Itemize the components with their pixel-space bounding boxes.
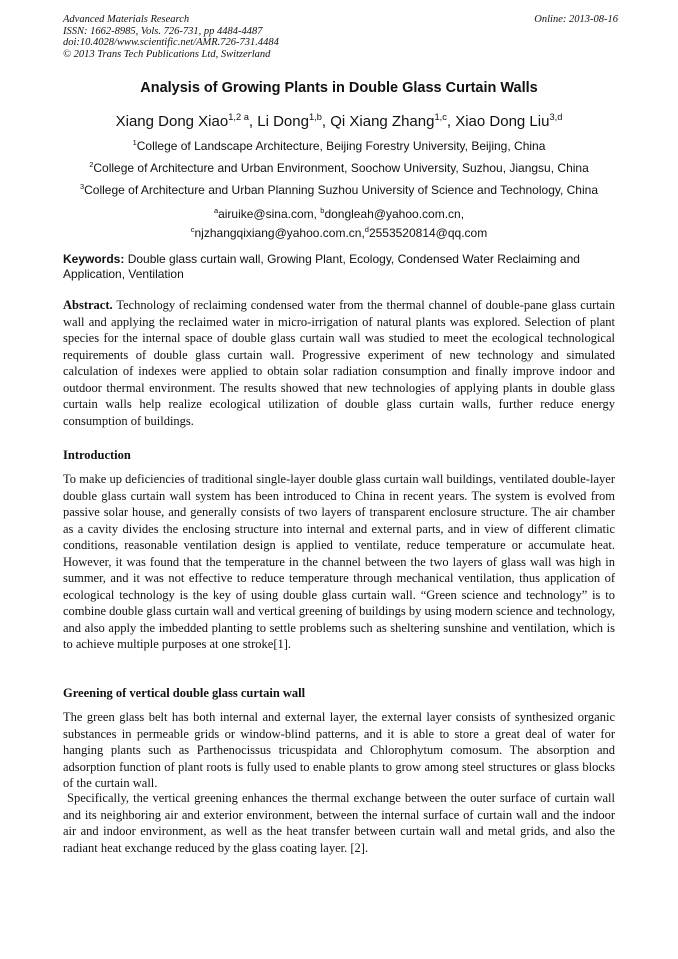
paragraph: The green glass belt has both internal and external layer, the external layer consists of synthesized organic substances in permeable grids or window-blind patterns, and it is able to store a great deal of water for hanging plants such as Parthenocissus tricuspidata and Chlorophytum comosum. The absorption and adsorption function of plant roots is fully used to enable plants to grow among steel structures or glass blocks of the curtain wall.	[63, 710, 615, 790]
affiliation	[10, 138, 668, 153]
email-mark: a	[213, 206, 219, 215]
affiliation-mark: 1	[132, 138, 137, 147]
author-affiliation-mark: 1,b	[308, 112, 322, 122]
author-affiliation-mark: 1,2 a	[228, 112, 249, 122]
journal-copyright: © 2013 Trans Tech Publications Ltd, Switzerland	[63, 48, 271, 60]
affiliation-mark: 3	[79, 182, 85, 191]
journal-doi: doi:10.4028/www.scientific.net/AMR.726-731.4484	[63, 37, 279, 48]
author-name: Xiao Dong Liu	[455, 113, 550, 130]
author-name: Qi Xiang Zhang	[330, 113, 435, 130]
journal-name: Advanced Materials Research	[63, 14, 190, 25]
keywords-text: Double glass curtain wall, Growing Plant, Ecology, Condensed Water Reclaiming and Application, Ventilation	[63, 252, 580, 281]
email-address: njzhangqixiang@yahoo.com.cn,	[194, 226, 365, 240]
affiliation-mark: 2	[89, 160, 94, 169]
abstract-label: Abstract.	[63, 298, 113, 312]
paragraph: Specifically, the vertical greening enhances the thermal exchange between the outer surface of curtain wall and its neighboring air and exterior environment, between the internal surface of curtain wall and the indoor air and indoor environment, as well as the heat transfer between curtain wall and metal grids, and also the radiant heat exchange reduced by the glass coating layer. [2].	[63, 791, 615, 855]
section-heading-introduction: Introduction	[63, 448, 131, 462]
online-date: Online: 2013-08-16	[534, 14, 618, 25]
author-affiliation-mark: 3,d	[549, 112, 563, 122]
email-address: 2553520814@qq.com	[368, 226, 488, 240]
paragraph: To make up deficiencies of traditional single-layer double glass curtain wall buildings, ventilated double-layer double glass curtain wall system has been introduced to China in recent years. The system is evolved from passive solar house, and generally consists of two layers of transparent enclosure structure. The air chamber as a cavity divides the enclosing structure into internal and external parts, and in view of different climatic conditions, reasonable ventilation design is applied to ventilate, reduce temperature or accumulate heat. However, it was found that the temperature in the channel between the two layers of glass wall was high in summer, and it was not effective to reduce temperature through mechanical ventilation, thus application of ecological technology is the key of using double glass curtain wall. “Green science and technology” is to combine double glass curtain wall and vertical greening of buildings by using modern science and technology, and also apply the imbedded planting to settle problems such as sheltering sunshine and ventilation, which is to achieve multiple purposes at one stroke[1].	[63, 472, 615, 651]
author-name: Xiang Dong Xiao	[115, 113, 229, 130]
affiliation	[10, 160, 668, 175]
email-mark: b	[320, 206, 325, 215]
affiliation-text: College of Architecture and Urban Planning Suzhou University of Science and Technology, China	[84, 183, 598, 197]
author-list: Xiang Dong Xiao$^{1,2 a}$, Li Dong$^{1,b}$, Qi Xiang Zhang$^{1,c}$, Xiao Dong Liu$^{3,d}$	[115, 112, 563, 130]
keywords	[63, 252, 615, 282]
email-address: dongleah@yahoo.com.cn,	[324, 207, 465, 221]
email-mark: c	[190, 225, 195, 234]
affiliation	[10, 182, 668, 197]
journal-header	[63, 14, 618, 60]
author-emails	[60, 203, 618, 241]
section-heading-greening: Greening of vertical double glass curtain wall	[63, 686, 306, 700]
journal-issn: ISSN: 1662-8985, Vols. 726-731, pp 4484-4487	[63, 25, 263, 37]
abstract	[63, 297, 615, 429]
keywords-label: Keywords:	[63, 252, 125, 266]
affiliation-text: College of Architecture and Urban Environment, Soochow University, Suzhou, Jiangsu, China	[93, 161, 589, 175]
author-name: Li Dong	[257, 113, 309, 130]
author-affiliation-mark: 1,c	[434, 112, 447, 122]
email-mark: d	[364, 225, 369, 234]
email-address: airuike@sina.com,	[218, 207, 321, 221]
abstract-text: Technology of reclaiming condensed water from the thermal channel of double-pane glass curtain wall and applying the reclaimed water in micro-irrigation of natural plants was explored. Selection of plant species for the internal space of double glass curtain wall was studied to meet the ecological technological requirements of double glass curtain wall. Progressive experiment of new technology and simulated calculation of indexes were applied to obtain solar radiation consumption and finally improve indoor and outdoor thermal environment. The results showed that new technologies of applying plants in double glass curtain walls help realize ecological utilization of double glass curtain walls, further reduce energy consumption of buildings.	[63, 298, 615, 428]
affiliation-text: College of Landscape Architecture, Beijing Forestry University, Beijing, China	[136, 139, 546, 153]
paper-title: Analysis of Growing Plants in Double Glass Curtain Walls	[140, 80, 538, 96]
